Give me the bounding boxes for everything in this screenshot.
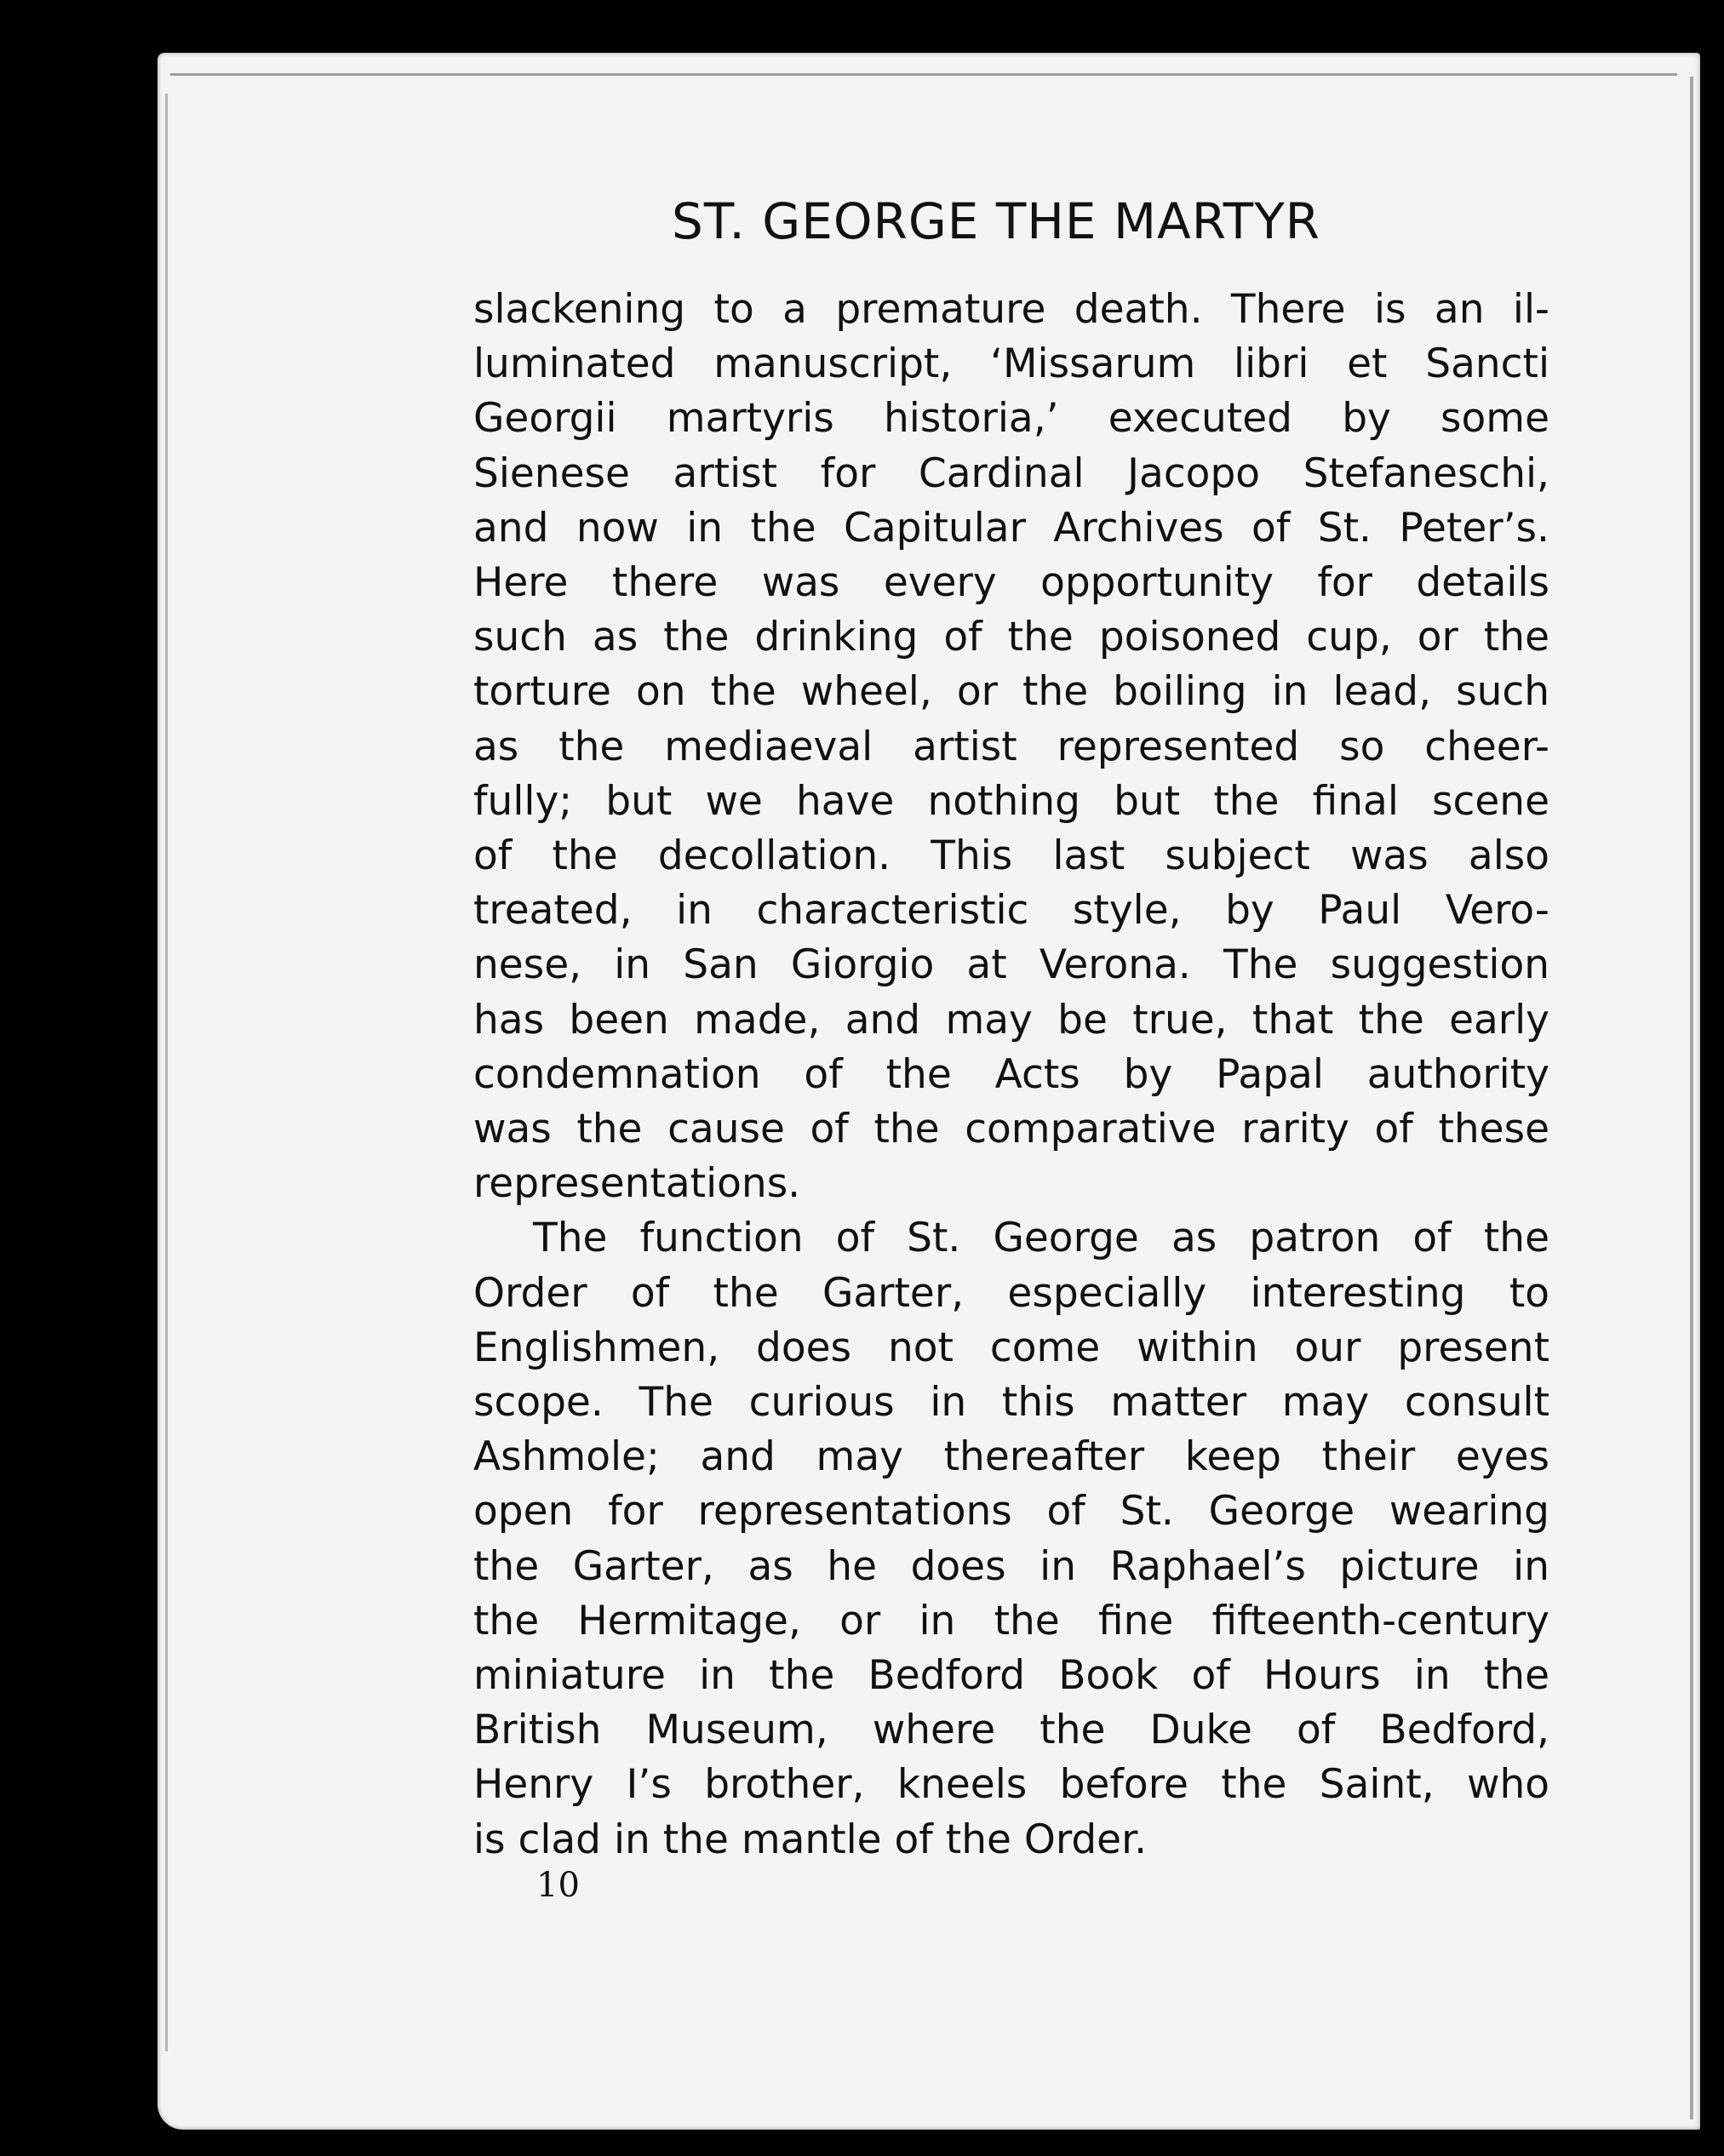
text-line: is clad in the mantle of the Order. bbox=[473, 1816, 1148, 1863]
text-line: Here there was every opportunity for details bbox=[473, 559, 1549, 607]
text-line: the Garter, as he does in Raphael’s picture in bbox=[473, 1542, 1549, 1590]
text-line: miniature in the Bedford Book of Hours in the bbox=[473, 1652, 1549, 1700]
text-line: fully; but we have nothing but the final scene bbox=[473, 777, 1549, 825]
text-line: The function of St. George as patron of the bbox=[533, 1215, 1549, 1262]
text-line: and now in the Capitular Archives of St. Peter’s. bbox=[473, 504, 1549, 552]
binding-mark bbox=[1701, 306, 1706, 347]
body-text bbox=[473, 283, 1549, 1867]
text-line: torture on the wheel, or the boiling in lead, such bbox=[473, 668, 1549, 716]
page-edge-left bbox=[165, 94, 168, 2051]
page-edge-right bbox=[1690, 77, 1693, 2119]
text-line: nese, in San Giorgio at Verona. The suggestion bbox=[473, 941, 1549, 989]
binding-mark bbox=[1701, 1830, 1706, 1890]
text-line: has been made, and may be true, that the early bbox=[473, 996, 1549, 1044]
binding-mark bbox=[1701, 647, 1706, 698]
text-line: such as the drinking of the poisoned cup, or the bbox=[473, 614, 1549, 661]
text-line: Order of the Garter, especially interesting to bbox=[473, 1269, 1549, 1317]
page-number: 10 bbox=[536, 1866, 580, 1905]
text-line: of the decollation. This last subject was also bbox=[473, 832, 1549, 880]
text-line: as the mediaeval artist represented so cheer- bbox=[473, 723, 1549, 770]
text-line: the Hermitage, or in the fine fifteenth-century bbox=[473, 1597, 1549, 1644]
text-line: Henry I’s brother, kneels before the Saint, who bbox=[473, 1761, 1549, 1809]
running-head: ST. GEORGE THE MARTYR bbox=[672, 192, 1320, 250]
text-line: treated, in characteristic style, by Paul Vero- bbox=[473, 887, 1549, 935]
text-line: Sienese artist for Cardinal Jacopo Stefaneschi, bbox=[473, 449, 1549, 497]
text-line: Englishmen, does not come within our present bbox=[473, 1324, 1549, 1371]
text-line: Georgii martyris historia,’ executed by some bbox=[473, 395, 1549, 443]
text-line: representations. bbox=[473, 1160, 801, 1208]
text-line: open for representations of St. George wearing bbox=[473, 1488, 1549, 1536]
text-line: luminated manuscript, ‘Missarum libri et Sancti bbox=[473, 340, 1549, 388]
text-line: slackening to a premature death. There is an il- bbox=[473, 286, 1549, 333]
text-line: scope. The curious in this matter may consult bbox=[473, 1379, 1549, 1427]
page-edge-top bbox=[170, 73, 1677, 76]
text-line: Ashmole; and may thereafter keep their eyes bbox=[473, 1433, 1549, 1481]
text-line: was the cause of the comparative rarity of these bbox=[473, 1106, 1549, 1153]
text-line: British Museum, where the Duke of Bedford, bbox=[473, 1707, 1549, 1754]
binding-mark bbox=[1701, 1268, 1708, 1306]
text-line: condemnation of the Acts by Papal authority bbox=[473, 1050, 1549, 1098]
binding-tab bbox=[119, 1302, 145, 1336]
